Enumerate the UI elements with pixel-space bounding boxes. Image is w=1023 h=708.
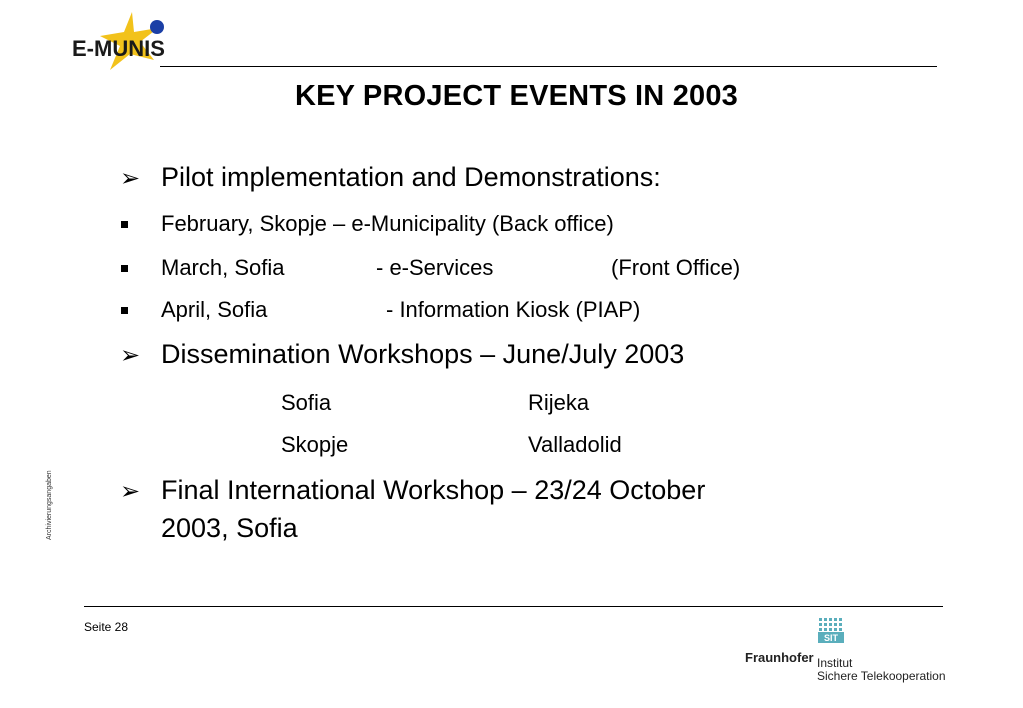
sit-logo-icon — [818, 617, 844, 643]
sub-bullet-service: - e-Services — [376, 255, 494, 280]
page-number: Seite 28 — [84, 620, 129, 634]
e-munis-logo — [70, 10, 174, 72]
logo-ball-icon — [150, 20, 164, 34]
institute-line1: Institut — [817, 656, 853, 670]
institute-line2: Sichere Telekooperation — [817, 669, 946, 683]
arrow-bullet-icon: ➢ — [120, 342, 141, 369]
square-bullet-icon — [121, 307, 128, 314]
city-name: Rijeka — [528, 390, 590, 415]
bullet-text: Dissemination Workshops – June/July 2003 — [161, 339, 685, 369]
sub-bullet-office: (Front Office) — [611, 255, 741, 280]
sub-bullet-date: March, Sofia — [161, 255, 285, 280]
institute-name — [817, 657, 946, 683]
header-divider — [160, 66, 937, 67]
footer-divider — [84, 606, 943, 607]
sub-bullet-service: - Information Kiosk (PIAP) — [386, 297, 641, 322]
sit-label: SIT — [823, 633, 839, 643]
city-name: Sofia — [281, 390, 332, 415]
bullet-text-line2: 2003, Sofia — [161, 513, 298, 543]
square-bullet-icon — [121, 265, 128, 272]
square-bullet-icon — [121, 221, 128, 228]
bullet-text-line1: Final International Workshop – 23/24 October — [161, 475, 706, 505]
logo-text: E-MUNIS — [72, 36, 165, 61]
slide-title: KEY PROJECT EVENTS IN 2003 — [294, 80, 739, 112]
city-name: Skopje — [281, 432, 349, 457]
arrow-bullet-icon: ➢ — [120, 478, 141, 505]
sub-bullet-text: February, Skopje – e-Municipality (Back office) — [161, 211, 614, 236]
bullet-text: Pilot implementation and Demonstrations: — [161, 162, 661, 192]
fraunhofer-name: Fraunhofer — [745, 650, 814, 665]
sub-bullet-date: April, Sofia — [161, 297, 268, 322]
archive-note: Archivierungsangaben — [46, 470, 53, 540]
arrow-bullet-icon: ➢ — [120, 165, 141, 192]
city-name: Valladolid — [528, 432, 622, 457]
